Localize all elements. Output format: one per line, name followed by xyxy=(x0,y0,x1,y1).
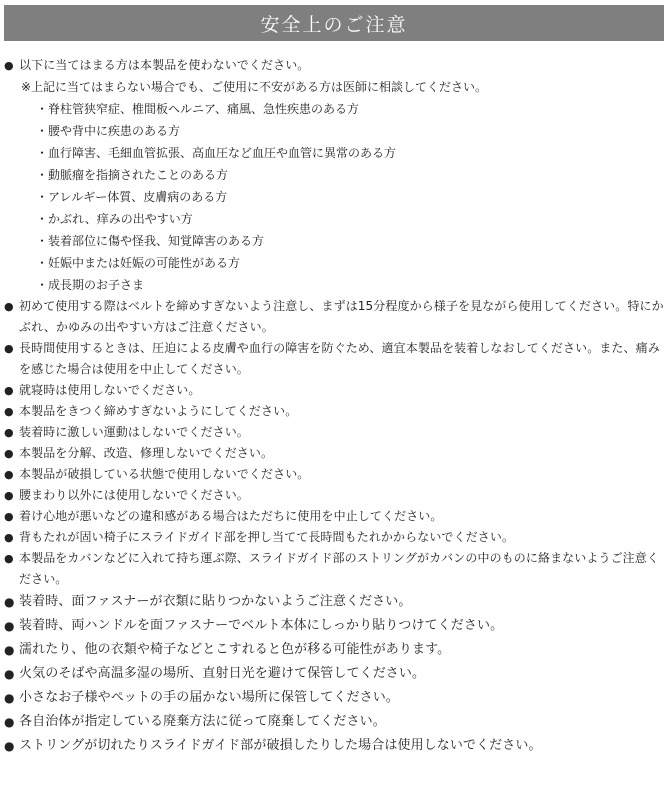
caution-item xyxy=(4,614,664,638)
caution-text: 濡れたり、他の衣類や椅子などとこすれると色が移る可能性があります。 xyxy=(19,642,451,657)
page-title: 安全上のご注意 xyxy=(260,13,408,36)
warning-item xyxy=(4,443,664,464)
bullet-icon: ● xyxy=(4,531,14,544)
condition-list xyxy=(4,98,664,296)
warning-item xyxy=(4,338,664,380)
warning-item xyxy=(4,464,664,485)
warning-text: 腰まわり以外には使用しないでください。 xyxy=(19,488,249,502)
bullet-icon: ● xyxy=(4,739,15,753)
condition-item: ・アレルギー体質、皮膚病のある方 xyxy=(36,190,228,204)
bullet-icon: ● xyxy=(4,667,15,681)
condition-item: ・脊柱管狭窄症、椎間板ヘルニア、痛風、急性疾患のある方 xyxy=(36,102,360,116)
bullet-icon: ● xyxy=(4,552,14,565)
condition-item: ・妊娠中または妊娠の可能性がある方 xyxy=(36,256,241,270)
intro-text: 以下に当てはまる方は本製品を使わないでください。 xyxy=(19,58,310,72)
intro-item xyxy=(4,55,664,76)
bullet-icon: ● xyxy=(4,643,15,657)
bullet-icon: ● xyxy=(4,447,14,460)
warning-item xyxy=(4,548,664,590)
warning-text: 本製品をきつく締めすぎないようにしてください。 xyxy=(19,404,298,418)
bullet-icon: ● xyxy=(4,691,15,705)
condition-item: ・腰や背中に疾患のある方 xyxy=(36,124,181,138)
warning-item xyxy=(4,401,664,422)
warning-text: 着け心地が悪いなどの違和感がある場合はただちに使用を中止してください。 xyxy=(19,509,443,523)
caution-item xyxy=(4,638,664,662)
warning-text: 初めて使用する際はベルトを締めすぎないよう注意し、まずは15分程度から様子を見ながら使用してください。特にかぶれ、かゆみの出やすい方はご注意ください。 xyxy=(19,299,664,334)
caution-text: 装着時、両ハンドルを面ファスナーでベルト本体にしっかり貼りつけてください。 xyxy=(19,618,504,633)
warning-item xyxy=(4,422,664,443)
warning-text: 長時間使用するときは、圧迫による皮膚や血行の障害を防ぐため、適宜本製品を装着しなおしてください。また、痛みを感じた場合は使用を中止してください。 xyxy=(19,341,660,376)
warning-item xyxy=(4,296,664,338)
intro-note: ※上記に当てはまらない場合でも、ご使用に不安がある方は医師に相談してください。 xyxy=(21,80,488,94)
bullet-icon: ● xyxy=(4,619,15,633)
bullet-icon: ● xyxy=(4,715,15,729)
bullet-icon: ● xyxy=(4,489,14,502)
caution-text: 各自治体が指定している廃棄方法に従って廃棄してください。 xyxy=(19,714,386,729)
bullet-icon: ● xyxy=(4,405,14,418)
caution-item xyxy=(4,590,664,614)
warning-list xyxy=(4,296,664,590)
bullet-icon: ● xyxy=(4,595,15,609)
caution-item xyxy=(4,662,664,686)
caution-text: 装着時、面ファスナーが衣類に貼りつかないようご注意ください。 xyxy=(19,594,412,609)
caution-text: ストリングが切れたりスライドガイド部が破損したりした場合は使用しないでください。 xyxy=(19,738,542,753)
caution-item xyxy=(4,734,664,758)
warning-text: 就寝時は使用しないでください。 xyxy=(19,383,201,397)
warning-text: 本製品が破損している状態で使用しないでください。 xyxy=(19,467,310,481)
warning-text: 背もたれが固い椅子にスライドガイド部を押し当てて長時間もたれかからないでください。 xyxy=(19,530,515,544)
bullet-icon: ● xyxy=(4,300,14,313)
caution-item xyxy=(4,710,664,734)
caution-text: 小さなお子様やペットの手の届かない場所に保管してください。 xyxy=(19,690,399,705)
condition-item: ・装着部位に傷や怪我、知覚障害のある方 xyxy=(36,234,265,248)
condition-item: ・血行障害、毛細血管拡張、高血圧など血圧や血管に異常のある方 xyxy=(36,146,397,160)
warning-item xyxy=(4,527,664,548)
warning-item xyxy=(4,506,664,527)
bullet-icon: ● xyxy=(4,342,14,355)
warning-text: 本製品を分解、改造、修理しないでください。 xyxy=(19,446,274,460)
bullet-icon: ● xyxy=(4,59,14,72)
caution-item xyxy=(4,686,664,710)
bullet-icon: ● xyxy=(4,426,14,439)
bullet-icon: ● xyxy=(4,510,14,523)
warning-text: 本製品をカバンなどに入れて持ち運ぶ際、スライドガイド部のストリングがカバンの中のものに絡まないようご注意ください。 xyxy=(19,551,659,586)
safety-notice-body xyxy=(0,41,670,758)
warning-text: 装着時に激しい運動はしないでください。 xyxy=(19,425,249,439)
condition-item: ・動脈瘤を指摘されたことのある方 xyxy=(36,168,229,182)
bullet-icon: ● xyxy=(4,468,14,481)
condition-item: ・成長期のお子さま xyxy=(36,278,145,292)
warning-item xyxy=(4,380,664,401)
section-header xyxy=(4,5,664,41)
bullet-icon: ● xyxy=(4,384,14,397)
warning-item xyxy=(4,485,664,506)
caution-text: 火気のそばや高温多湿の場所、直射日光を避けて保管してください。 xyxy=(19,666,426,681)
caution-list xyxy=(4,590,664,758)
condition-item: ・かぶれ、痒みの出やすい方 xyxy=(36,212,193,226)
